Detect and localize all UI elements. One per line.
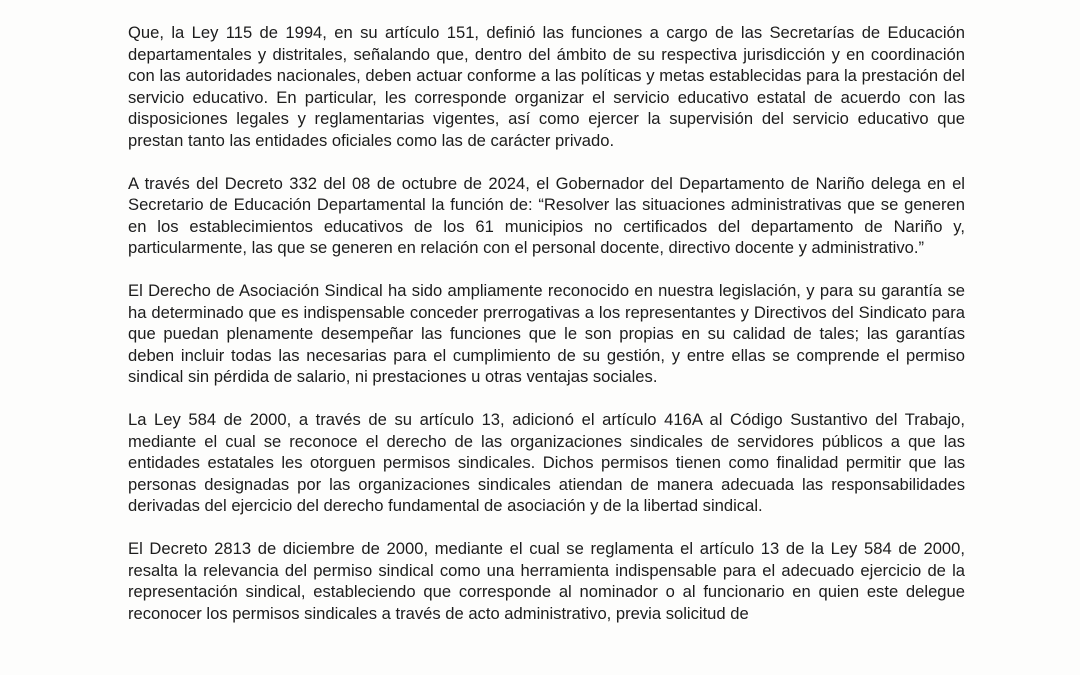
paragraph-decreto-2813: El Decreto 2813 de diciembre de 2000, mediante el cual se reglamenta el artículo 13 de la Ley 584 de 2000, resalta la relevancia del permiso sindical como una herramienta indispensable para el adecuado ejercicio de la representación sindical, estableciendo que corresponde al nominador o al funcionario en quien este delegue reconocer los permisos sindicales a través de acto administrativo, previa solicitud de bbox=[128, 539, 965, 623]
paragraph-ley-115: Que, la Ley 115 de 1994, en su artículo 151, definió las funciones a cargo de las Secretarías de Educación departamentales y distritales, señalando que, dentro del ámbito de su respectiva jurisdicción y en coordinación con las autoridades nacionales, deben actuar conforme a las políticas y metas establecidas para la prestación del servicio educativo. En particular, les corresponde organizar el servicio educativo estatal de acuerdo con las disposiciones legales y reglamentarias vigentes, así como ejercer la supervisión del servicio educativo que prestan tanto las entidades oficiales como las de carácter privado. bbox=[128, 23, 965, 150]
paragraph-decreto-332: A través del Decreto 332 del 08 de octubre de 2024, el Gobernador del Departamento de Nariño delega en el Secretario de Educación Departamental la función de: “Resolver las situaciones administrativas que se generen en los establecimientos educativos de los 61 municipios no certificados del departamento de Nariño y, particularmente, las que se generen en relación con el personal docente, directivo docente y administrativo.” bbox=[128, 173, 965, 257]
paragraph-ley-584: La Ley 584 de 2000, a través de su artículo 13, adicionó el artículo 416A al Código Sustantivo del Trabajo, mediante el cual se reconoce el derecho de las organizaciones sindicales de servidores públicos a que las entidades estatales les otorguen permisos sindicales. Dichos permisos tienen como finalidad permitir que las personas designadas por las organizaciones sindicales atiendan de manera adecuada las responsabilidades derivadas del ejercicio del derecho fundamental de asociación y de la libertad sindical. bbox=[128, 410, 965, 515]
paragraph-derecho-asociacion: El Derecho de Asociación Sindical ha sido ampliamente reconocido en nuestra legislación, y para su garantía se ha determinado que es indispensable conceder prerrogativas a los representantes y Directivos del Sindicato para que puedan plenamente desempeñar las funciones que le son propias en su calidad de tales; las garantías deben incluir todas las necesarias para el cumplimiento de su gestión, y entre ellas se comprende el permiso sindical sin pérdida de salario, ni prestaciones u otras ventajas sociales. bbox=[128, 281, 965, 386]
document-body bbox=[128, 22, 965, 646]
